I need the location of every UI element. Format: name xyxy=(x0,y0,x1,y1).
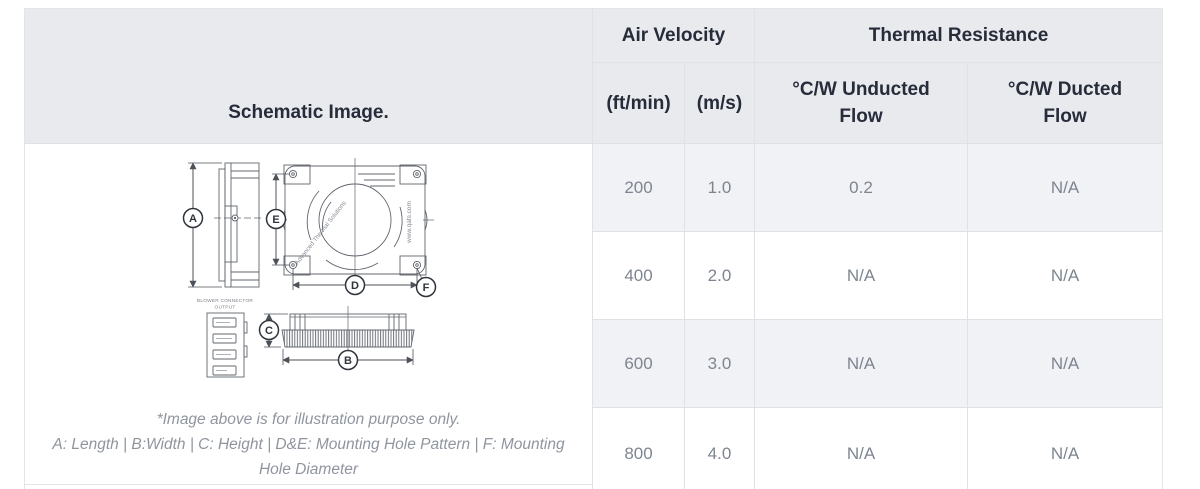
ft-min-label: (ft/min) xyxy=(606,92,671,114)
cell-row3-ducted: N/A xyxy=(968,320,1162,408)
unducted-label: °C/W Unducted Flow xyxy=(792,79,930,127)
cell-row3-unducted: N/A xyxy=(755,320,968,408)
cell-row1-ft-min: 200 xyxy=(593,144,685,232)
label-d: D xyxy=(350,280,359,292)
cell-row1-m-s: 1.0 xyxy=(685,144,755,232)
label-a: A xyxy=(188,213,197,225)
dimension-b xyxy=(283,349,413,370)
cell-row2-m-s: 2.0 xyxy=(685,232,755,320)
connector-title-line2: OUTPUT xyxy=(214,305,235,311)
bottom-view xyxy=(282,306,414,352)
connector-title-line1: BLOWER CONNECTOR xyxy=(196,299,253,304)
label-b: B xyxy=(343,355,352,367)
column-header-ducted xyxy=(968,63,1162,144)
thermal-resistance-label: Thermal Resistance xyxy=(868,25,1049,46)
cell-row3-ft-min: 600 xyxy=(593,320,685,408)
cell-row3-m-s: 3.0 xyxy=(685,320,755,408)
cell-row4-unducted: N/A xyxy=(755,408,968,489)
caption-line1: *Image above is for illustration purpose only. xyxy=(156,411,461,428)
column-header-unducted xyxy=(755,63,968,144)
caption-line2: A: Length | B:Width | C: Height | D&E: Mounting Hole Pattern | F: Mounting Hole Diameter xyxy=(52,436,565,478)
schematic-caption xyxy=(36,407,581,482)
label-f: F xyxy=(422,282,429,294)
watermark-qats: www.qats.com xyxy=(405,201,413,243)
blower-connector xyxy=(196,298,252,377)
cell-row2-unducted: N/A xyxy=(755,232,968,320)
label-e: E xyxy=(271,214,280,226)
cell-row2-ducted: N/A xyxy=(968,232,1162,320)
watermark-advanced-thermal: Advanced Thermal Solutions xyxy=(293,199,348,267)
air-velocity-header xyxy=(593,9,755,63)
air-velocity-label: Air Velocity xyxy=(621,25,726,46)
column-header-ft-min xyxy=(593,63,685,144)
cell-row4-ft-min: 800 xyxy=(593,408,685,489)
cell-row4-ducted: N/A xyxy=(968,408,1162,489)
cell-row2-ft-min: 400 xyxy=(593,232,685,320)
cell-row1-ducted: N/A xyxy=(968,144,1162,232)
front-view xyxy=(276,158,434,284)
schematic-column-header xyxy=(25,9,593,144)
dimension-a xyxy=(183,163,222,287)
schematic-cell-bottom-border xyxy=(25,484,592,485)
thermal-resistance-header xyxy=(755,9,1162,63)
label-c: C xyxy=(264,325,273,337)
m-s-label: (m/s) xyxy=(696,92,743,114)
schematic-header-label: Schematic Image. xyxy=(228,102,389,123)
column-header-m-s xyxy=(685,63,755,144)
dimension-e xyxy=(266,174,289,265)
ducted-label: °C/W Ducted Flow xyxy=(1007,79,1123,127)
cell-row4-m-s: 4.0 xyxy=(685,408,755,489)
spec-table xyxy=(24,8,1163,489)
cell-row1-unducted: 0.2 xyxy=(755,144,968,232)
blower-schematic-drawing xyxy=(26,144,592,384)
schematic-image-cell xyxy=(25,144,593,489)
side-view xyxy=(214,163,264,287)
